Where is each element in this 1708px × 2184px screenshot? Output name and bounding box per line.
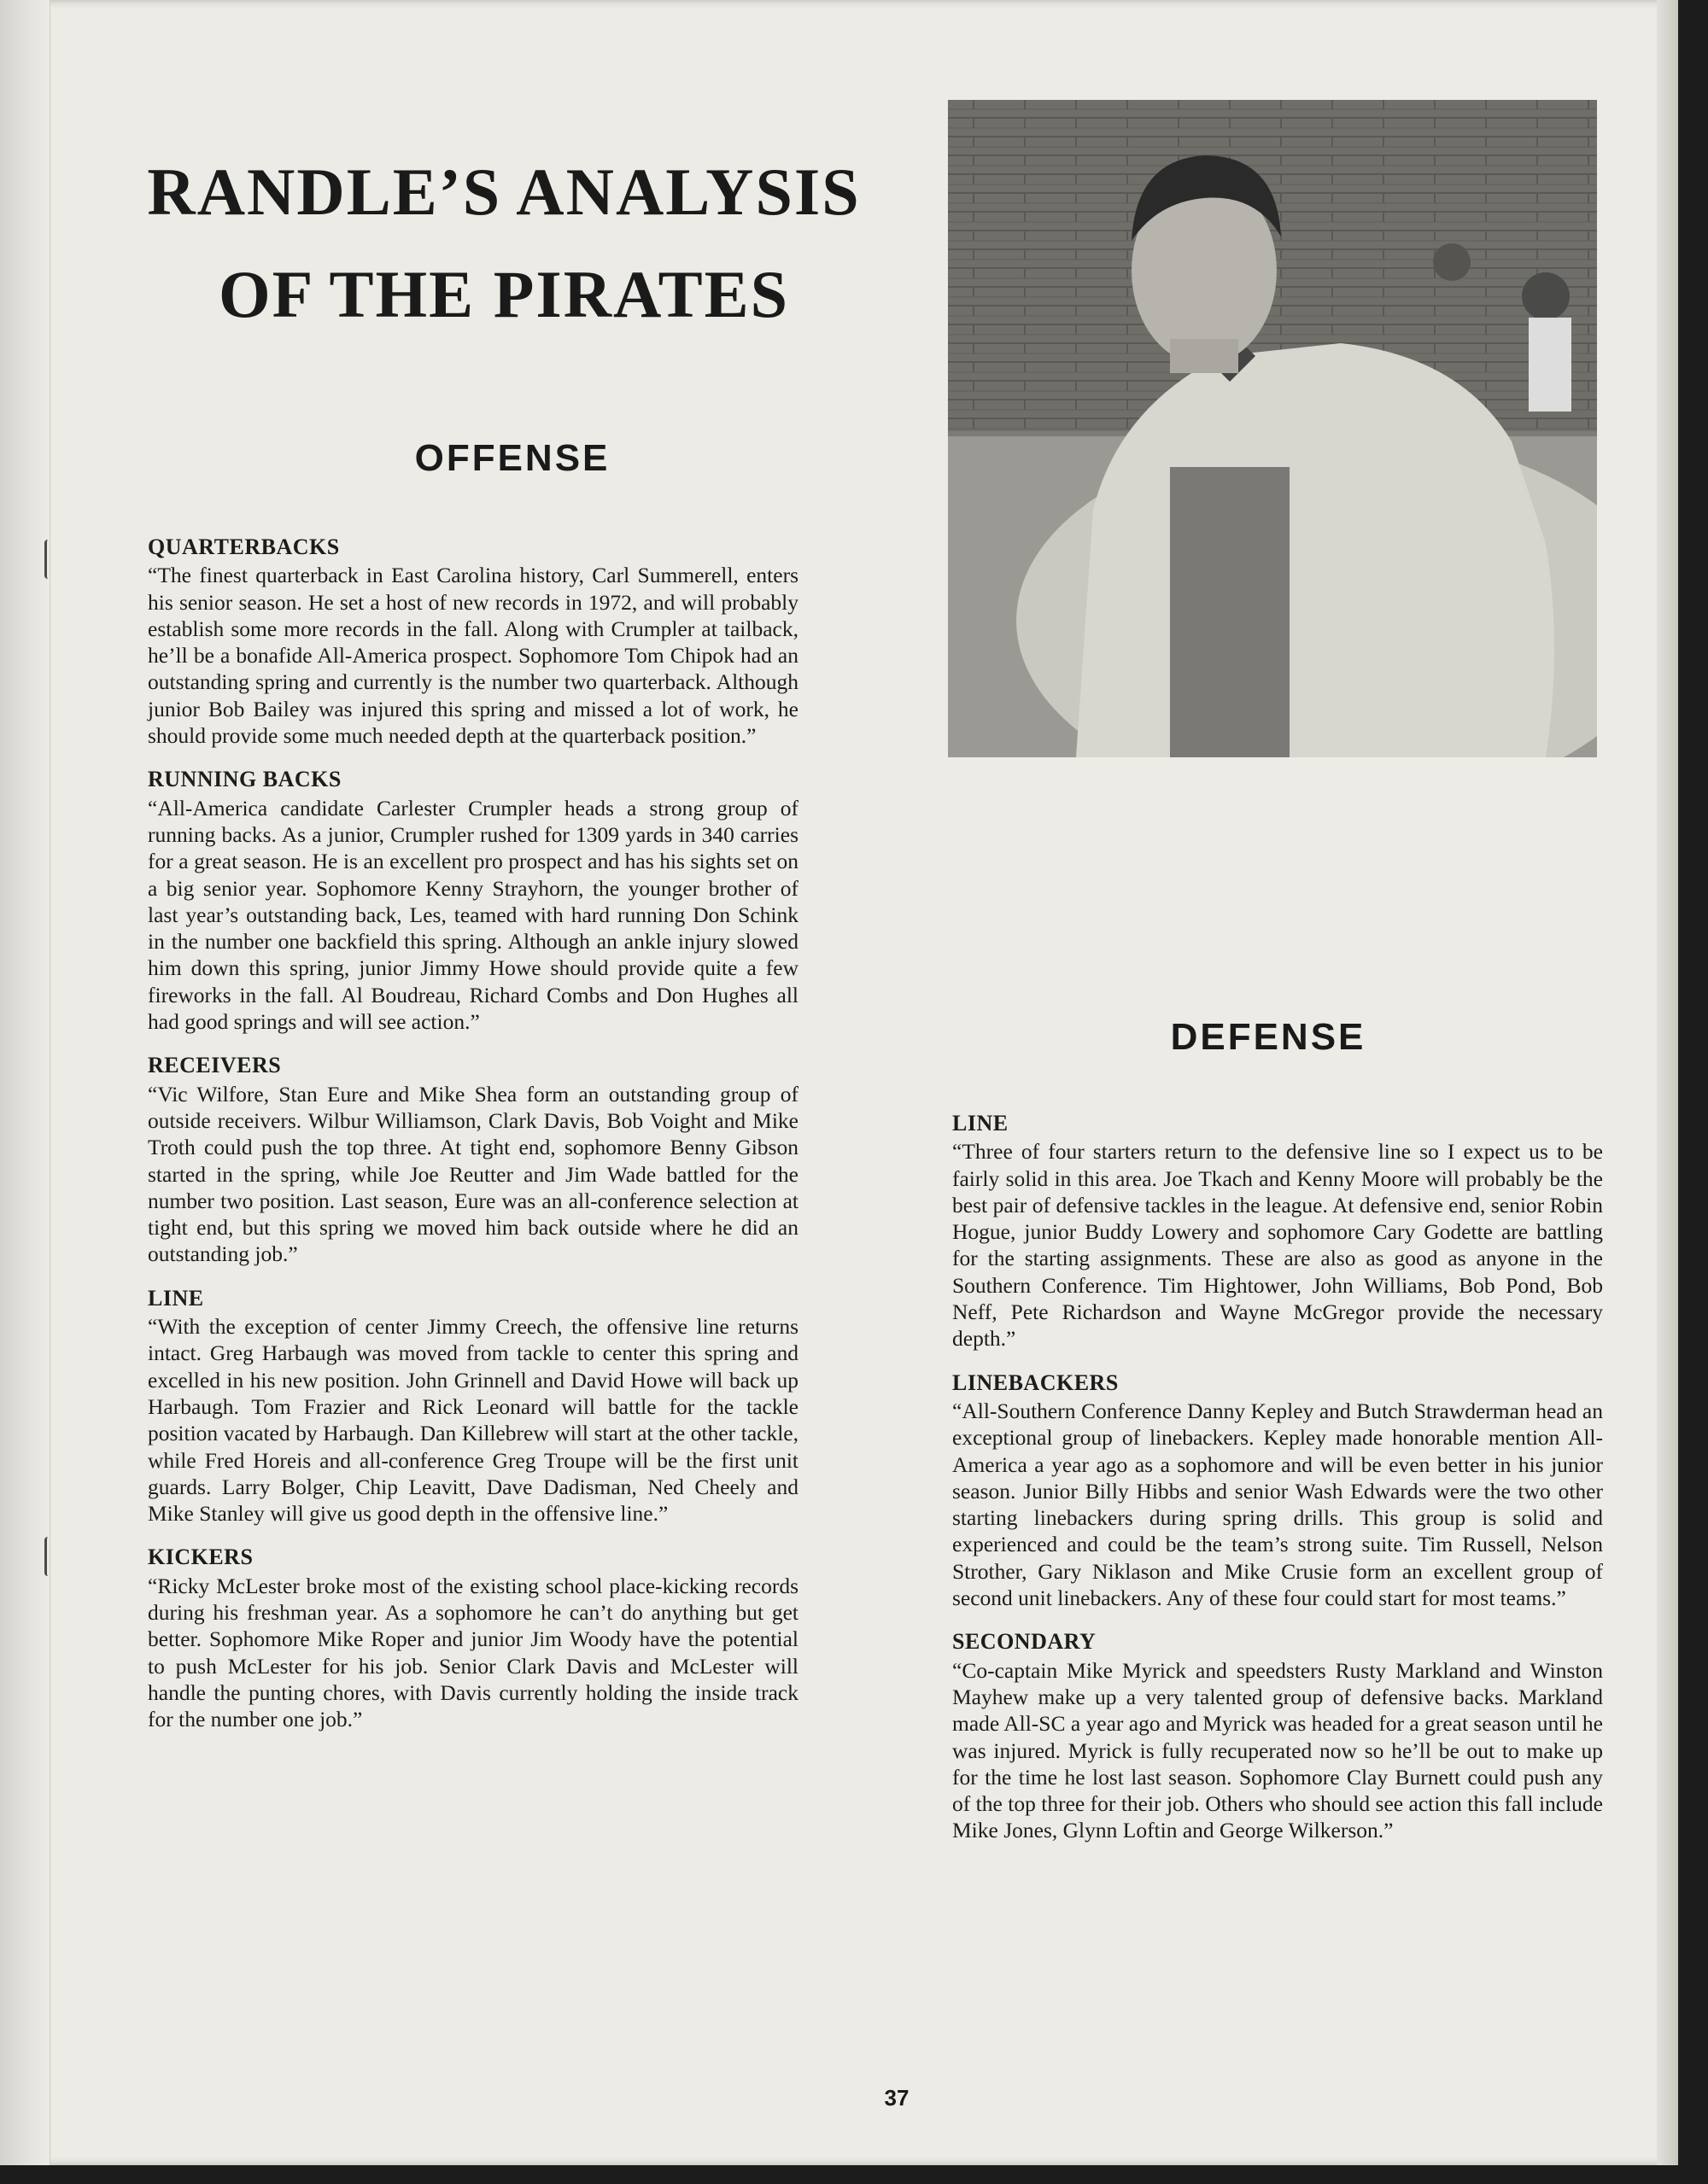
defense-column bbox=[952, 1110, 1603, 1861]
section-title: LINE bbox=[148, 1285, 204, 1311]
title-line-2: OF THE PIRATES bbox=[218, 257, 790, 331]
defense-section-linebackers bbox=[952, 1369, 1603, 1612]
section-text: “Co-captain Mike Myrick and speedsters Rusty Markland and Winston Mayhew make up a very talented group of defensive backs. Markland made All-SC a year ago and Myrick was headed for a great season until he was injured. Myrick is fully recuperated now so he’ll be out to make up for the time he lost last season. Sophomore Clay Burnett could push any of the top three for their job. Others who should see action this fall include Mike Jones, Glynn Loftin and George Wilkerson.” bbox=[952, 1657, 1603, 1843]
page-edge bbox=[1657, 0, 1678, 2165]
section-title: QUARTERBACKS bbox=[148, 534, 340, 559]
offense-section-running-backs bbox=[148, 766, 798, 1035]
section-text: “All-America candidate Carlester Crumpler heads a strong group of running backs. As a junior, Crumpler rushed for 1309 yards in 340 carries for a great season. He is an excellent pro prospect and has his sights set on a big senior year. Sophomore Kenny Strayhorn, the younger brother of last year’s outstanding back, Les, teamed with hard running Don Schink in the number one backfield this spring. Although an ankle injury slowed him down this spring, junior Jimmy Howe should provide quite a few fireworks in the fall. Al Boudreau, Richard Combs and Don Hughes all had good springs and will see action.” bbox=[148, 795, 798, 1035]
section-title: SECONDARY bbox=[952, 1629, 1097, 1655]
offense-section-kickers bbox=[148, 1544, 798, 1732]
offense-column bbox=[148, 534, 798, 1749]
coach-photo bbox=[948, 100, 1597, 757]
title-line-1: RANDLE’S ANALYSIS bbox=[147, 155, 861, 229]
section-text: “Three of four starters return to the defensive line so I expect us to be fairly solid in this area. Joe Tkach and Kenny Moore will probably be the best pair of defensive tackles in the league. At defensive end, senior Robin Hogue, junior Buddy Lowery and sophomore Cary Godette are battling for the starting assignments. These are also as good as anyone in the Southern Conference. Tim Hightower, John Williams, Bob Pond, Bob Neff, Pete Richardson and Wayne McGregor provide the necessary depth.” bbox=[952, 1139, 1603, 1352]
defense-heading: DEFENSE bbox=[1170, 1016, 1366, 1058]
offense-section-line bbox=[148, 1285, 798, 1527]
binding-staple-top bbox=[44, 540, 56, 579]
section-text: “With the exception of center Jimmy Creech, the offensive line returns intact. Greg Harbaugh was moved from tackle to center this spring and excelled in his new position. John Grinnell and David Howe will back up Harbaugh. Tom Frazier and Rick Leonard will battle for the tackle position vacated by Harbaugh. Dan Killebrew will start at the other tackle, while Fred Horeis and all-conference Greg Troupe will be the first unit guards. Larry Bolger, Chip Leavitt, Dave Dadisman, Ned Cheely and Mike Stanley will give us good depth in the offensive line.” bbox=[148, 1314, 798, 1527]
coach-photo-illustration bbox=[948, 100, 1597, 757]
section-text: “Vic Wilfore, Stan Eure and Mike Shea form an outstanding group of outside receivers. Wilbur Williamson, Clark Davis, Bob Voight and Mike Troth could push the top three. At tight end, sophomore Benny Gibson started in the spring, while Joe Reutter and Jim Wade battled for the number two position. Last season, Eure was an all-conference selection at tight end, but this spring we moved him back outside where he did an outstanding job.” bbox=[148, 1081, 798, 1267]
section-title: LINEBACKERS bbox=[952, 1369, 1119, 1395]
section-title: KICKERS bbox=[148, 1545, 254, 1570]
section-text: “The finest quarterback in East Carolina history, Carl Summerell, enters his senior season. He set a host of new records in 1972, and will probably establish some more records in the fall. Along with Crumpler at tailback, he’ll be a bonafide All-America prospect. Sophomore Tom Chipok had an outstanding spring and currently is the number two quarterback. Although junior Bob Bailey was injured this spring and missed a lot of work, he should provide some much needed depth at the quarterback position.” bbox=[148, 563, 798, 749]
section-title: LINE bbox=[952, 1111, 1009, 1136]
offense-section-quarterbacks bbox=[148, 534, 798, 749]
page-binding bbox=[0, 0, 50, 2165]
offense-section-receivers bbox=[148, 1052, 798, 1267]
section-text: “All-Southern Conference Danny Kepley and Butch Strawderman head an exceptional group of linebackers. Kepley made honorable mention All-America a year ago as a sophomore and will be even better in his junior season. Junior Billy Hibbs and senior Wash Edwards were the two other starting linebackers during spring drills. This group is solid and experienced and could be the team’s strong suite. Tim Russell, Nelson Strother, Gary Niklason and Mike Crusie form an excellent group of second unit linebackers. Any of these four could start for most teams.” bbox=[952, 1398, 1603, 1611]
section-text: “Ricky McLester broke most of the existing school place-kicking records during his freshman year. As a sophomore he can’t do anything but get better. Sophomore Mike Roper and junior Jim Woody have the potential to push McLester for his job. Senior Clark Davis and McLester will handle the punting chores, with Davis currently holding the inside track for the number one job.” bbox=[148, 1573, 798, 1732]
page-number: 37 bbox=[884, 2085, 910, 2111]
section-title: RUNNING BACKS bbox=[148, 767, 342, 792]
section-title: RECEIVERS bbox=[148, 1053, 282, 1078]
binding-staple-bottom bbox=[44, 1537, 56, 1576]
article-title bbox=[128, 141, 880, 346]
defense-section-line bbox=[952, 1110, 1603, 1352]
offense-heading: OFFENSE bbox=[414, 437, 611, 479]
defense-section-secondary bbox=[952, 1628, 1603, 1843]
